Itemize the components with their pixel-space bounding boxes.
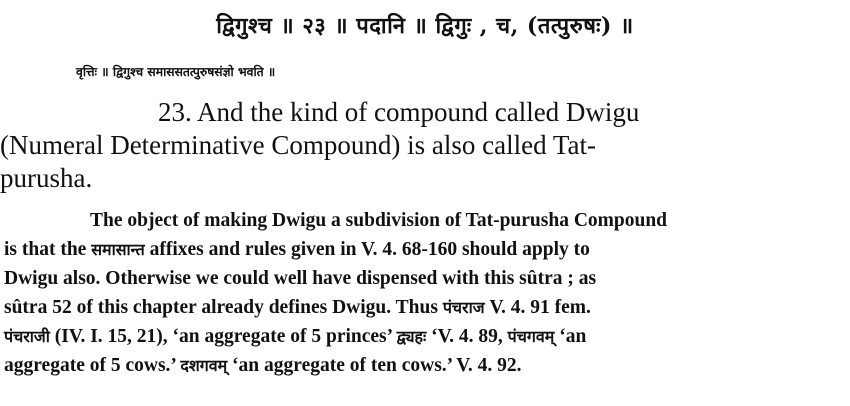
commentary-text: is that the	[4, 239, 92, 260]
commentary-line-1: The object of making Dwigu a subdivision of Tat-purusha Compound	[90, 210, 668, 231]
commentary-line-5	[4, 322, 846, 351]
translation-paragraph	[0, 96, 846, 195]
commentary-paragraph	[4, 206, 846, 380]
commentary-text: sûtra 52 of this chapter already defines Dwigu. Thus	[4, 297, 443, 318]
sanskrit-term: द्व्यहः	[396, 327, 427, 346]
commentary-text: affixes and rules given in V. 4. 68-160 should apply to	[144, 239, 590, 260]
commentary-line-6	[4, 351, 846, 380]
sanskrit-term: पंचगवम्	[507, 327, 555, 346]
commentary-text: (IV. I. 15, 21), ‘an aggregate of 5 princes’	[49, 326, 397, 347]
commentary-line-3: Dwigu also. Otherwise we could well have dispensed with this sûtra ; as	[4, 268, 597, 289]
commentary-text: ‘an aggregate of ten cows.’ V. 4. 92.	[227, 355, 522, 376]
sanskrit-term: पंचराजी	[4, 327, 50, 346]
vritti-text: वृत्तिः ॥ द्विगुश्च समाससतत्पुरुषसंज्ञो भवति ॥	[76, 65, 276, 79]
commentary-line-2	[4, 235, 846, 264]
commentary-text: aggregate of 5 cows.’	[4, 355, 181, 376]
sanskrit-term: दशगवम्	[180, 356, 228, 375]
sutra-line: द्विगुश्च ॥ २३ ॥ पदानि ॥ द्विगुः , च, (तत्पुरुषः) ॥	[216, 13, 634, 39]
translation-line-2: (Numeral Determinative Compound) is also called Tat-	[0, 130, 596, 160]
translation-line-3: purusha.	[0, 163, 93, 193]
vritti-line	[76, 62, 275, 80]
commentary-line-4	[4, 293, 846, 322]
commentary-text: V. 4. 91 fem.	[484, 297, 591, 318]
translation-line-1: 23. And the kind of compound called Dwigu	[158, 97, 640, 127]
sanskrit-term: समासान्त	[91, 240, 145, 259]
commentary-text: ‘an	[554, 326, 587, 347]
sanskrit-term: पंचराज	[442, 298, 485, 317]
commentary-text: ‘V. 4. 89,	[426, 326, 508, 347]
